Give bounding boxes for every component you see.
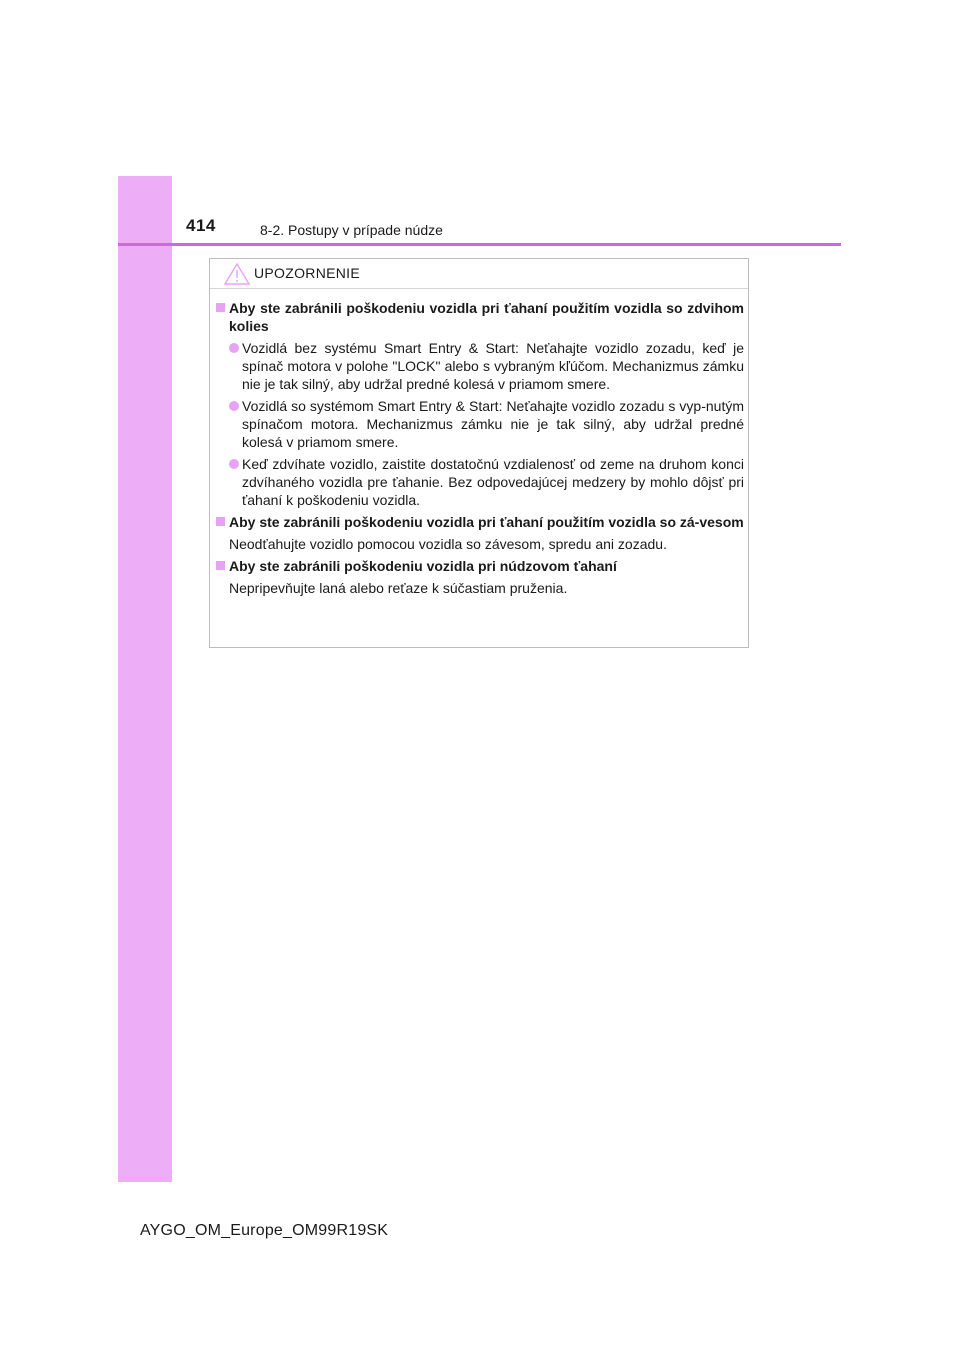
warning-body <box>216 299 744 597</box>
section-heading-text: Aby ste zabránili poškodeniu vozidla pri ťahaní použitím vozidla so zá-vesom <box>229 514 744 530</box>
warning-box <box>209 258 749 648</box>
list-item <box>216 397 744 451</box>
list-item <box>216 339 744 393</box>
section-heading-text: Aby ste zabránili poškodeniu vozidla pri núdzovom ťahaní <box>229 558 617 574</box>
list-item-text: Vozidlá bez systému Smart Entry & Start: Neťahajte vozidlo zozadu, keď je spínač motora v polohe "LOCK" alebo s vybraným kľúčom. Mechanizmus zámku nie je tak silný, aby udržal predné kolesá v priamom smere. <box>242 340 744 392</box>
document-id: AYGO_OM_Europe_OM99R19SK <box>140 1222 389 1239</box>
list-item-text: Vozidlá so systémom Smart Entry & Start: Neťahajte vozidlo zozadu s vyp-nutým spínačom motora. Mechanizmus zámku nie je tak silný, aby udržal predné kolesá v priamom smere. <box>242 398 744 450</box>
section-heading <box>216 513 744 531</box>
header-rule <box>118 243 841 246</box>
section-text: Nepripevňujte laná alebo reťaze k súčastiam pruženia. <box>229 580 568 596</box>
chapter-sidebar-tab <box>118 176 172 1182</box>
warning-triangle-icon <box>224 263 250 285</box>
section-heading <box>216 557 744 575</box>
round-bullet-icon <box>229 459 239 469</box>
list-item-text: Keď zdvíhate vozidlo, zaistite dostatočnú vzdialenosť od zeme na druhom konci zdvíhaného vozidla pre ťahanie. Bez odpovedajúcej medzery by mohlo dôjsť pri ťahaní k poškodeniu vozidla. <box>242 456 744 508</box>
list-item <box>216 455 744 509</box>
page-number: 414 <box>186 216 216 235</box>
square-bullet-icon <box>216 303 225 312</box>
section-title: 8-2. Postupy v prípade núdze <box>260 222 443 238</box>
section-text: Neodťahujte vozidlo pomocou vozidla so závesom, spredu ani zozadu. <box>229 536 667 552</box>
square-bullet-icon <box>216 517 225 526</box>
warning-header <box>210 259 748 289</box>
square-bullet-icon <box>216 561 225 570</box>
section-heading <box>216 299 744 335</box>
warning-label: UPOZORNENIE <box>254 265 360 281</box>
section-heading-text: Aby ste zabránili poškodeniu vozidla pri ťahaní použitím vozidla so zdvihom kolies <box>229 300 744 334</box>
round-bullet-icon <box>229 401 239 411</box>
round-bullet-icon <box>229 343 239 353</box>
